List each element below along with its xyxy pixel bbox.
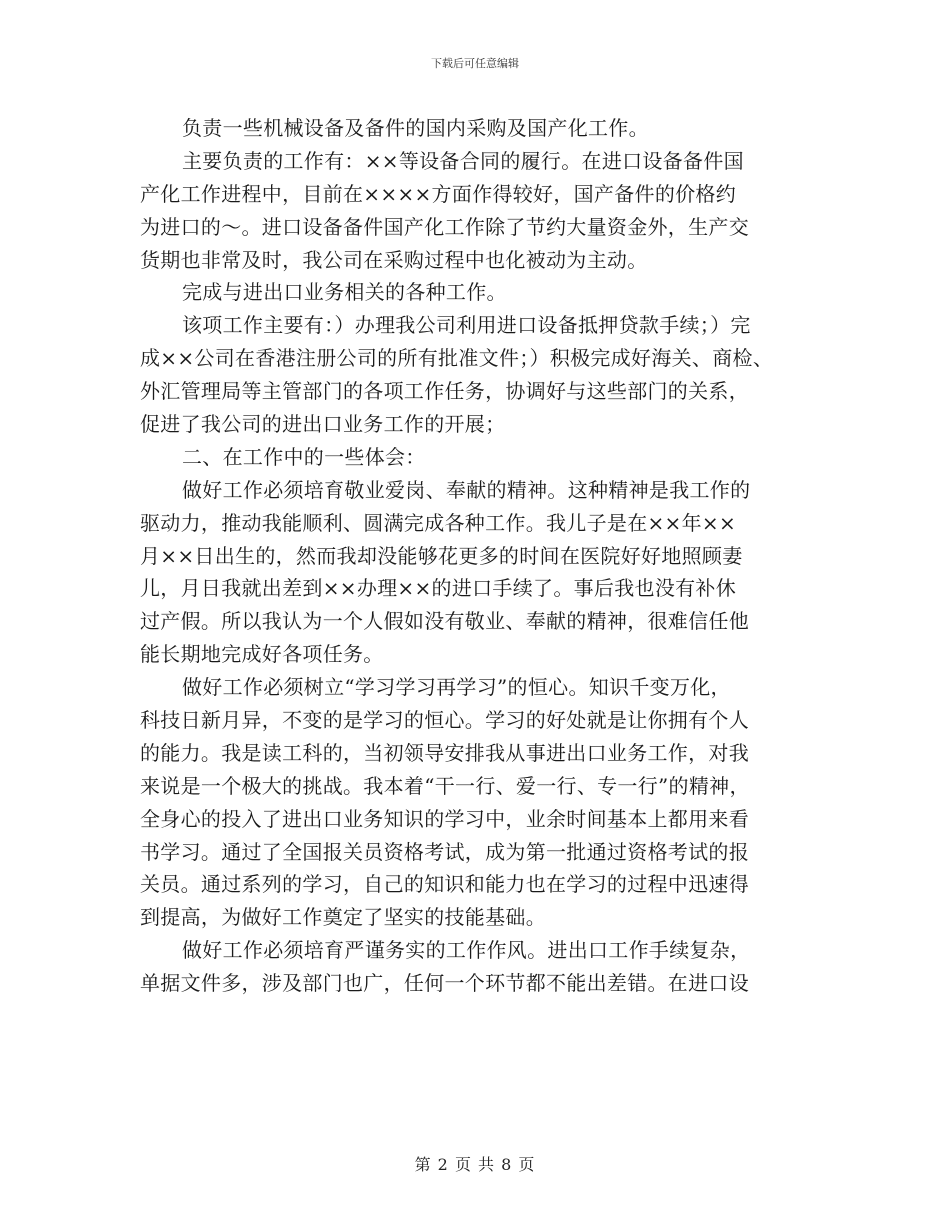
text-line: 做好工作必须培育敬业爱岗、奉献的精神。这种精神是我工作的 (182, 477, 751, 502)
text-line: 做好工作必须培育严谨务实的工作作风。进出口工作手续复杂， (182, 938, 751, 963)
text-line: 驱动力，推动我能顺利、圆满完成各种工作。我儿子是在××年×× (140, 510, 737, 535)
text-line: 二、在工作中的一些体会： (182, 444, 426, 469)
document-body (140, 112, 830, 1000)
text-line: 月××日出生的，然而我却没能够花更多的时间在医院好好地照顾妻 (140, 543, 743, 568)
text-line: 来说是一个极大的挑战。我本着“干一行、爱一行、专一行”的精神， (140, 773, 750, 798)
page-number-footer: 第 2 页 共 8 页 (414, 1155, 536, 1174)
page-header: 下载后可任意编辑 (431, 57, 519, 70)
text-line: 过产假。所以我认为一个人假如没有敬业、奉献的精神，很难信任他 (140, 609, 749, 634)
text-line: 全身心的投入了进出口业务知识的学习中，业余时间基本上都用来看 (140, 806, 749, 831)
text-line: 到提高，为做好工作奠定了坚实的技能基础。 (140, 905, 546, 930)
text-line: 外汇管理局等主管部门的各项工作任务，协调好与这些部门的关系， (140, 379, 749, 404)
text-line: 促进了我公司的进出口业务工作的开展； (140, 412, 506, 437)
text-line: 为进口的～。进口设备备件国产化工作除了节约大量资金外，生产交 (140, 214, 749, 239)
text-line: 能长期地完成好各项任务。 (140, 642, 384, 667)
text-line: 该项工作主要有：）办理我公司利用进口设备抵押贷款手续；）完 (182, 313, 751, 338)
text-line: 主要负责的工作有：××等设备合同的履行。在进口设备备件国 (182, 148, 744, 173)
text-line: 关员。通过系列的学习，自己的知识和能力也在学习的过程中迅速得 (140, 872, 749, 897)
text-line: 货期也非常及时，我公司在采购过程中也化被动为主动。 (140, 247, 648, 272)
text-line: 负责一些机械设备及备件的国内采购及国产化工作。 (182, 116, 649, 140)
text-line: 书学习。通过了全国报关员资格考试，成为第一批通过资格考试的报 (140, 839, 749, 864)
text-line: 儿，月日我就出差到××办理××的进口手续了。事后我也没有补休 (140, 576, 737, 601)
text-line: 的能力。我是读工科的，当初领导安排我从事进出口业务工作，对我 (140, 740, 749, 765)
text-line: 产化工作进程中，目前在××××方面作得较好，国产备件的价格约 (140, 181, 737, 206)
text-line: 科技日新月异，不变的是学习的恒心。学习的好处就是让你拥有个人 (140, 708, 749, 733)
text-line: 成××公司在香港注册公司的所有批准文件；）积极完成好海关、商检、 (140, 346, 774, 371)
text-line: 单据文件多，涉及部门也广，任何一个环节都不能出差错。在进口设 (140, 971, 749, 996)
text-line: 完成与进出口业务相关的各种工作。 (182, 280, 507, 305)
text-line: 做好工作必须树立“学习学习再学习”的恒心。知识千变万化， (182, 675, 731, 700)
